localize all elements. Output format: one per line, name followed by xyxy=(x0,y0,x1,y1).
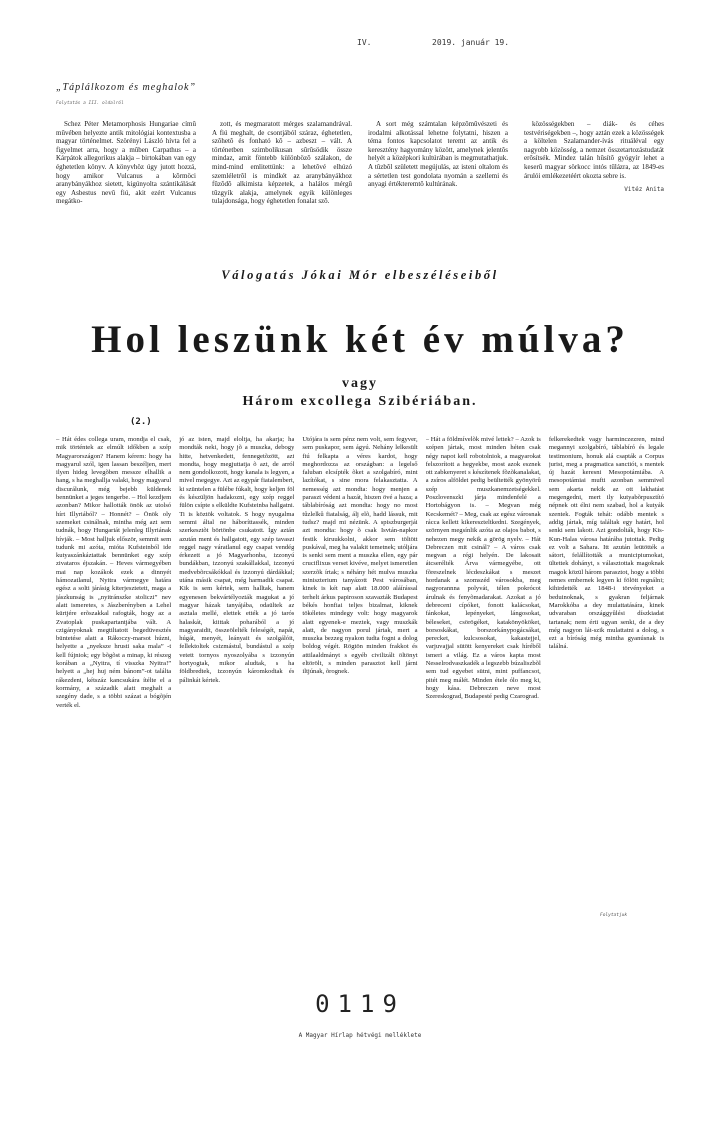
intro-columns xyxy=(56,120,664,206)
continued-signature: Folytatjuk xyxy=(600,913,628,918)
footer-caption: A Magyar Hírlap hétvégi melléklete xyxy=(298,1032,422,1039)
issue-number: IV. xyxy=(357,38,372,47)
page-number: 0119 xyxy=(315,990,405,1018)
intro-kicker: „Táplálkozom és meghalok” xyxy=(56,82,196,93)
article-paragraph: jó az isten, majd eloltja, ha akarja; ha mondták neki, hogy jõ a muszka, debogy hitte, hetvenkedett, fennegetõzött, azt mondta, hogy megjuttatja õ azt, de arról nem gondolkozott, hogy kanala is legyen, a mivel megegye. Azt az egypár fiatalembert, ki szüntelen a fülébe fúkalt, hogy keljen föl és készüljön hadakozni, egy szép reggel fülön csípte s elküldte Kufsteinba hallgatni. Ti is köztök voltatok. S hogy nyugalma semmi által ne háboríttassék, minden szerkesztõt börtönbe csukatott. Így aztán azután ment és hallgatott, egy szép tavaszi reggel nagy váratlanul egy csapat vendég érkezett a jó Magyarhonba, izzonyú bundákban, izzonyú szakállakkal, izzonyú medvebõrcsákókkal és izzonyú dárdákkal; utána másik csapat, még harmadik csapat. Kik is sem kértek, sem halltak, hanem egyenesen bekvártélyozták magukat a jó magyar házak tanyájába, odaültek az asztala mellé, elettek ették a jó tarós halaskát, kiittak poharából a jó magyaraidit, összeölelték feleségét, napát, húgát, menyét, leányait és szolgálóit, fellektoltek csizmástul, bundástul a szép vetett tornyos nyoszolyába s izzonyún hortyogtak, mikor aludtak, s ha földbredtek, izzonyún káromkodtak és pálinkát kértek. xyxy=(179,436,295,684)
intro-paragraph: közösségekben – diák- és céhes testvériségekben –, hogy aztán ezek a közösségek a költelen Szalamander-ívás rituáléval egy nagyobb közösség, a nemzet összetartozástudatát erõsítsék. Mindez talán hûsítõ gyógyír lehet a keserû magyar sörkocc intós tűlázra, az 1849-es árulói emlékezetéért okozta sebre is. xyxy=(524,120,664,180)
article-paragraph: felkerekedtek vagy harminczezren, mind megannyi szolgabíró, táblabíró és legale testimonium, honuk alá csapták a Corpus jurist, meg a pragmatica sanctiót, s mentek új hazát keresni Mesopotámiába. A mesopotámiai mufti azonban semmivel sem akarta nekik az ott lakhatást megengedni, mert ily kutyabõrpusztító népnek ott élni nem szabad, hol a kutyák szentek. Fogták tehát: odább mentek s addig jártak, míg találtak egy határt, hol senki sem lakott. Azt gondolták, hogy Kis-Kun-Halas városa határába jutottak. Pedig ez volt a Sahara. Itt azután leütötték a sátort, felállították a municipiumokat, ültettek dohányt, s választottak magoknak magok közül három parasztot, hogy a többi nemes embernek legyen ki fölött regnálni; kihirdették az 1848-i törvényeket a beduinoknak, s gyakran feljárnak Marokkóba a dey mulattatására, kinek udvaraban országgyûlési díszkiadat tartanak; nem érti ugyan senki, de a dey még nagyon lát-szik mulattatni a dolog, s ezt a bíróság még mintha gyanúsnak is találná. xyxy=(548,436,665,651)
issue-date: 2019. január 19. xyxy=(432,38,510,47)
intro-column-3 xyxy=(368,120,508,206)
intro-paragraph: A sort még számtalan képzõmûvészeti és irodalmi alkotással lehetne folytatni, hiszen a téma fontos kapcsolatot teremt az antik és keresztény hagyomány között, amelynek jelentõs helyét a középkori kultúrában is megmutathatjuk. A tûzbõl született megújulás, az isteni oltalom és a sértetlen test gondolata nyomán a szellemi és anyagi értékteremtõ kultúrának. xyxy=(368,120,508,189)
part-number: (2.) xyxy=(130,417,152,427)
article-title: Hol leszünk két év múlva? xyxy=(91,318,629,361)
article-paragraph: Utójára is sem pénz nem volt, sem fegyver, sem puskapor, sem ágyú. Nehány lelkesült fiú felkapta a véres kardot, hogy meghordozza az országban: a legelső faluban elcsípték õket a szolgabíró, mint lazítókat, s sine mora felakasztatta. A nemesség azt mondta: hogy menjen a paraszt védeni a hazát, hiszen övé a haza; a táblabíróság azt mondta: hogy no most tûzlelkû fiatalság, álj elõ, hadd lássuk, mit tudsz? majd mi nézünk. A spiszburgerjái azt mondta: hogy õ csak Isvtán-napkor festik kiruukkolni, akkor sem töltött puskával, meg ha valakit temetnek; utóljára is senki sem ment a muszka ellen, egy pár cruciflixus verset kivéve, melyet ismeretlen szerzõk írtak; s néhány hét mulva muszka miniszterium tanyázott Pest városában, kinek is két nap alatt 18.000 aláírással terhelt árkus papiroson szavazták Budapest békés honfiai teljes bizalmat, kiknek tökéletes mindegy volt: hogy magyarok alatt egyenek-e meztek, vagy muszkák alatt, de nagyon porul jártak, mert a muszka bezzeg nyakon tudta fogni a dolog boldog végét. Rögtön minden frakkot és attilaaldmányt s egyéb civilizált öltönyt eltörölt, s minden parasztot kell járni iltjúnak, õrognek. xyxy=(302,436,418,676)
article-paragraph: – Hát édes collega uram, mondja el csak, mik történtek az elmúlt időkben a szép Magyarországon? Hanem kérem: hogy ha magyarul szól, igen lassan beszéljen, mert ilyen hideg levegõben messze elhallik a hang, s ha meghallja valaki, hogy magyarul discurálunk, még bejebb küldenek bennünket a jeges tengerbe. – Hol kezdjem azonban? Mikor hallották önök az utolsó hírt Illyriából? – Honnét? – Önök oly szemeket csinálnak, mintha még azt sem tudnák, hogy Hungariát jelenleg Illyriának hívják. – Most halljuk először, semmit sem tudunk mi azóta, mióta Kufsteinból ide kutyaszánkáztattak bennünket egy szép zivataros éjszakán. – Heves vármegyében mai nap kozákok ezek a dinnyét hámozatlanul, Nyitra vármegye határa egész a solti járásig kiterjesztetett, maga a jászkunság is „nyitránszke stoliczi” nev alatt ismeretes, s Jászberényben a Lehel kürtjére erõszakkal rafogták, hogy az a Zvatoplak puskapartantjába vált. A czigányoknak megtiltatott begedüvesztés büntetése alatt a Rákoczy-marsot húzni, helyette a „nyeksze hrusti saka mala” -t kell fújniok; egy bõgõst a minap, ki részeg korában a „Nyitra, tí visszka Nyitra!” helyett a „hej huj ném bánom”-ot találta rákezdeni, kétszáz kancsukára ítélte el a kormány, a századik alatt meghalt a szegény dade, s a többi százat a bógõjén verték el. xyxy=(56,436,172,709)
article-paragraph: – Hát a földmívelõk mivé lettek? – Azok is szépen jártak, most minden héten csak négy napot kell robotolniok, a magyarokat felszorított a hegyekbe, most azok esznek ott zabkenyeret s készítenek fõzõkanalakat, a zsíros alföldet pedig beültették gyönyörû szép muszkanemzetségekkel. Poszlovenszki járja mindenfelé a Hortobágyon is. – Megvan még Kecskemét? – Meg, csak az egész városnak rácca kellett kikereszteltkedni. Szegények, szörnyen megsínlik azóta az olajos babot, s nehezen megy nekik a görög nyelv. – Hát Debreczen mit csinál? – A város csak megvan a régi helyén. De lakosait átcserélték Árva vármegyébe, ott fõreszelnek lécdeszkákat s meszet hordanak a szomszéd városokba, meg nagyorannna polyvát, télen pokrócot árulnak és fenyõmadarakat. Azokat a jó debreceni cípóket, fonott kalácsokat, fánkokat, lepényeket, lángosokat, béleseket, csörögéket, katakönyököket, borsoskákat, borszorkánypogácsákat, perecket, kulcsosokat, kakastejjel, varjuvajjal sütött kenyereket csak híréből ismeri a világ. Ez a város kapta most Nesselrodvaszkadék a legszebb búzaliszbõl sem tud egyebet sütni, mint puffancsot, pitét meg málét. Minden étele ólo meg ki, hogy kása. Debreczen neve most Szereskograd, Budapesté pedig Czarograd. xyxy=(425,436,541,701)
article-columns xyxy=(56,436,664,1126)
page-header xyxy=(0,38,720,50)
intro-paragraph: zott, és megmaratott mérges szalamandrával. A fiú meghalt, de csontjából száraz, éghetetlen, szõhetõ és fonható kõ – azbeszt – vált. A történetben szimbolikusan sûrûsödik össze mindaz, amit föntebb különbözõ szálakon, de mind-mind emlitettünk: a lehetõvé elhúzó szemléletrõl is mindkét az aranybányákhoz fûzõdõ alkimista képzetek, a halálos mérgû tûzgyík alakja, amelynek egyik különleges tulajdonsága, hogy éghetetlen fonalat szõ. xyxy=(212,120,352,206)
intro-column-2 xyxy=(212,120,352,206)
intro-column-4 xyxy=(524,120,664,206)
subtitle-or: vagy xyxy=(342,376,378,391)
intro-column-1 xyxy=(56,120,196,206)
intro-paragraph: Schez Péter Metamorphosis Hungariae címû mûvében helyezte antik mitológiai kontextusba a magyar történelmet. Szörényi László hívta fel a figyelmet arra, hogy a mûben Carpathus – a Kárpátok allegorikus alakja – birtokában van egy éghetetlen könyv. A könyvhöz úgy jutott hozzá, hogy amikor Vulcanus a kõrmöci aranybányákhoz sietett, kigúnyolta szántikálását egy Asbestus nevû fiú, akit ezért Vulcanus megátko- xyxy=(56,120,196,206)
intro-signature: Vitéz Anita xyxy=(624,186,664,194)
article-subtitle: Három excollega Szibériában. xyxy=(242,394,478,409)
series-title: Válogatás Jókai Mór elbeszéléseiből xyxy=(221,268,499,282)
continuation-note: Folytatás a III. oldalról xyxy=(56,101,124,106)
